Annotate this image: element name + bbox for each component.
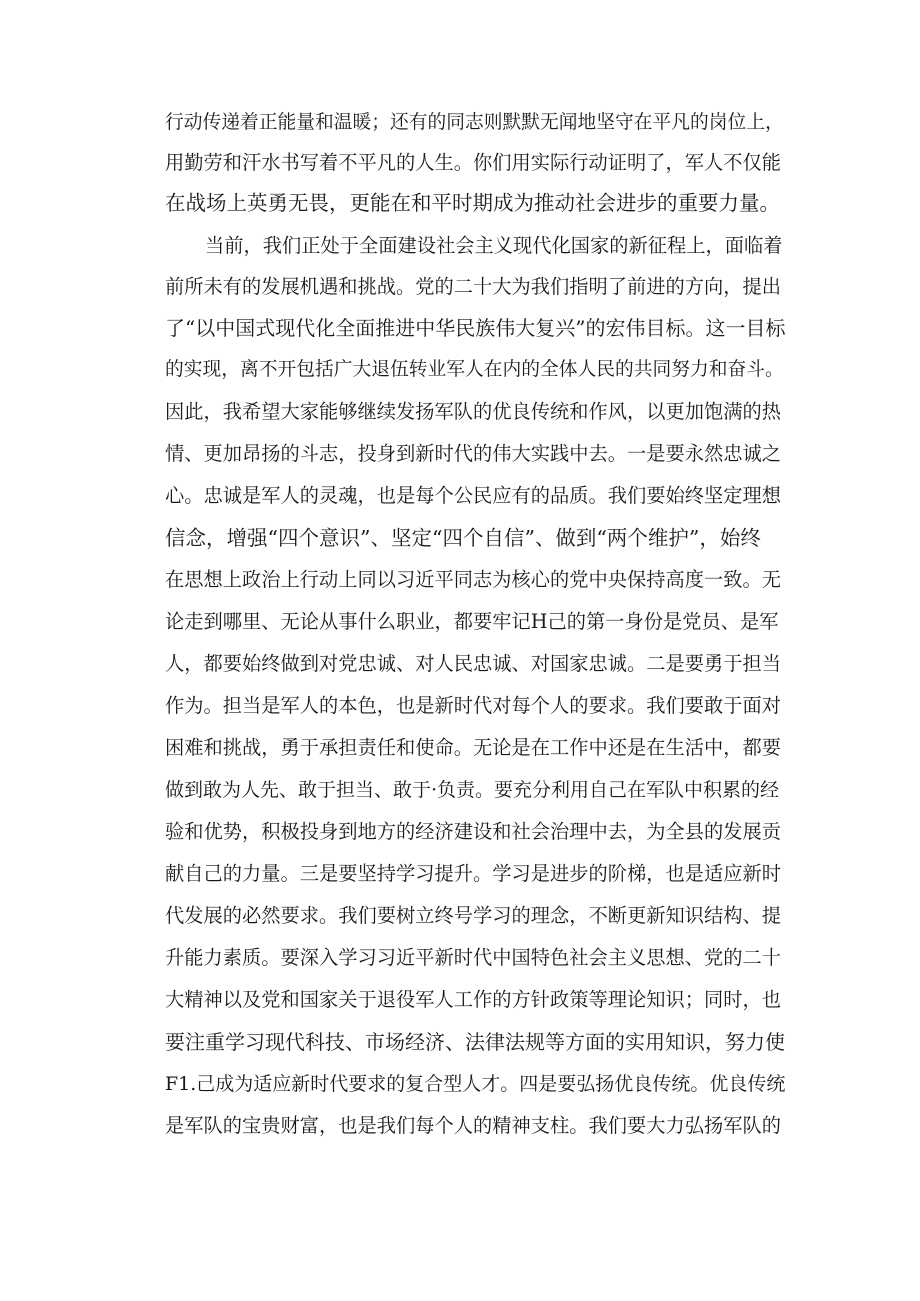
text-line: 心。忠诚是军人的灵魂，也是每个公民应有的品质。我们要始终坚定理想 (165, 484, 781, 507)
text-line: 升能力素质。要深入学习习近平新时代中国特色社会主义思想、党的二十 (165, 946, 781, 969)
text-line: 在思想上政治上行动上同以习近平同志为核心的党中央保持高度一致。无 (165, 568, 781, 591)
text-line: 困难和挑战，勇于承担责任和使命。无论是在工作中还是在生活中，都要 (165, 736, 781, 759)
text-line: 行动传递着正能量和温暖；还有的同志则默默无闻地坚守在平凡的岗位上， (165, 112, 784, 133)
text-line: 作为。担当是军人的本色，也是新时代对每个人的要求。我们要敢于面对 (165, 694, 781, 717)
text-line: 因此，我希望大家能够继续发扬军队的优良传统和作风，以更加饱满的热 (165, 400, 781, 423)
text-line: 大精神以及党和国家关于退役军人工作的方针政策等理论知识；同时，也 (165, 988, 781, 1011)
text-line: 前所未有的发展机遇和挑战。党的二十大为我们指明了前进的方向，提出 (165, 275, 781, 298)
text-line: 了“以中国式现代化全面推进中华民族伟大复兴”的宏伟目标。这一目标 (165, 316, 786, 340)
text-line: 在战场上英勇无畏，更能在和平时期成为推动社会进步的重要力量。 (165, 191, 780, 215)
text-line: F1.己成为适应新时代要求的复合型人才。四是要弘扬优良传统。优良传统 (165, 1073, 786, 1095)
text-line: 用勤劳和汗水书写着不平凡的人生。你们用实际行动证明了，军人不仅能 (165, 151, 781, 174)
text-line: 论走到哪里、无论从事什么职业，都要牢记H己的第一身份是党员、是军 (165, 610, 779, 633)
text-line: 做到敢为人先、敢于担当、敢于·负责。要充分利用自己在军队中积累的经 (165, 779, 780, 801)
text-line: 信念，增强“四个意识”、坚定“四个自信”、做到“两个维护”，始终 (165, 526, 761, 550)
text-line: 代发展的必然要求。我们要树立终号学习的理念，不断更新知识结构、提 (165, 904, 781, 927)
text-line: 验和优势，积极投身到地方的经济建设和社会治理中去，为全县的发展贡 (165, 820, 781, 843)
text-line: 献自己的力量。三是要坚持学习提升。学习是进步的阶梯，也是适应新时 (165, 862, 781, 885)
text-line: 要注重学习现代科技、市场经济、法律法规等方面的实用知识，努力使 (165, 1030, 785, 1054)
text-line: 的实现，离不开包括广大退伍转业军人在内的全体人民的共同努力和奋斗。 (165, 359, 784, 380)
text-line: 情、更加昂扬的斗志，投身到新时代的伟大实践中去。一是要永然忠诚之 (165, 442, 781, 465)
text-line: 是军队的宝贵财富，也是我们每个人的精神支柱。我们要大力弘扬军队的 (165, 1114, 781, 1137)
text-line: 人，都要始终做到对党忠诚、对人民忠诚、对国家忠诚。二是要勇于担当 (165, 652, 781, 675)
text-line: 当前，我们正处于全面建设社会主义现代化国家的新征程上，面临着 (205, 234, 783, 257)
